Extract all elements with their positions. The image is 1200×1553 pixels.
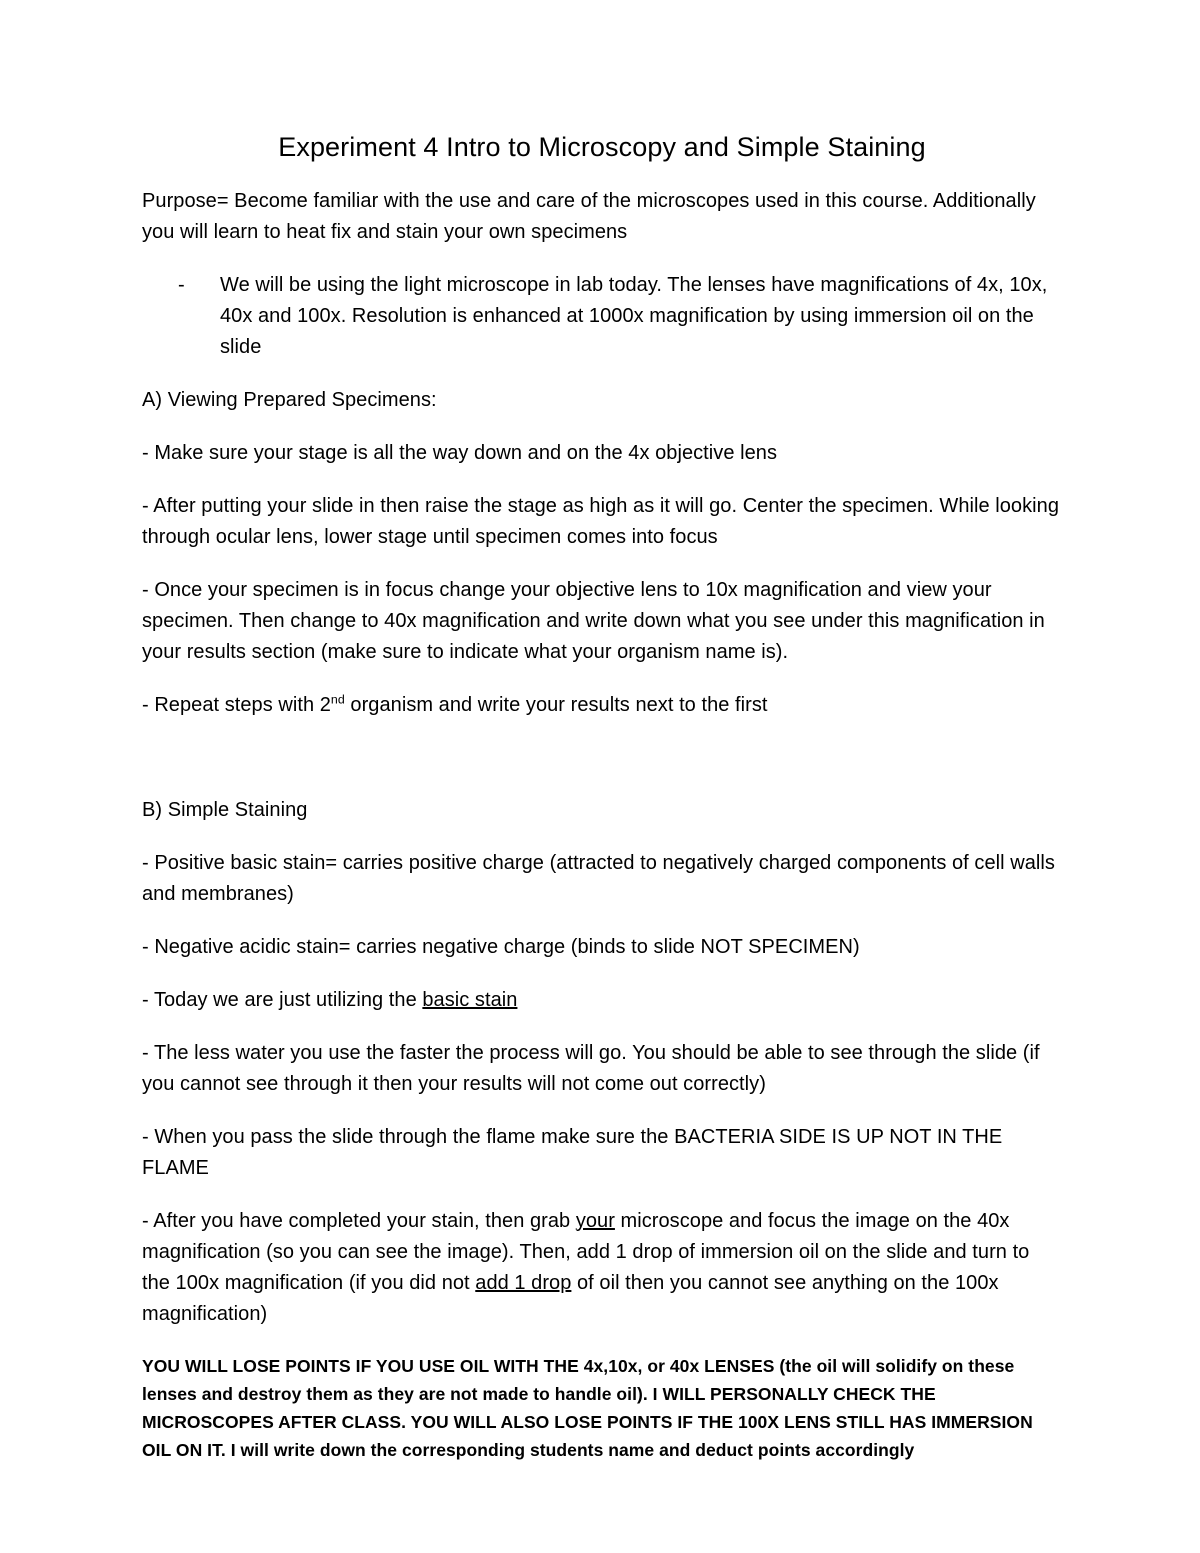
purpose-paragraph: Purpose= Become familiar with the use and care of the microscopes used in this course. Additionally you will learn to heat fix and stain your own specimens — [142, 190, 1036, 243]
today-prefix: - Today we are just utilizing the — [142, 989, 423, 1011]
section-a-item-1: - Make sure your stage is all the way down and on the 4x objective lens — [142, 442, 778, 464]
page-title: Experiment 4 Intro to Microscopy and Simple Staining — [278, 132, 926, 162]
warning-paragraph: YOU WILL LOSE POINTS IF YOU USE OIL WITH THE 4x,10x, or 40x LENSES (the oil will solidify on these lenses and destroy them as they are not made to handle oil). I WILL PERSONALLY CHECK THE MICROSCOPES AFTER CLASS. YOU WILL ALSO LOSE POINTS IF THE 100X LENS STILL HAS IMMERSION OIL ON IT. I will write down the corresponding students name and deduct points accordingly — [142, 1356, 1033, 1460]
basic-stain-underlined: basic stain — [422, 989, 518, 1011]
section-a-item-3: - Once your specimen is in focus change your objective lens to 10x magnification and view your specimen. Then change to 40x magnification and write down what you see under this magnification in your results section (make sure to indicate what your organism name is). — [142, 579, 1045, 663]
section-a-heading: A) Viewing Prepared Specimens: — [142, 389, 437, 411]
add-one-drop-underlined: add 1 drop — [475, 1272, 572, 1294]
section-b-heading: B) Simple Staining — [142, 799, 308, 821]
bullet-item-text: We will be using the light microscope in lab today. The lenses have magnifications of 4x, 10x, 40x and 100x. Resolution is enhanced at 1000x magnification by using immersion oil on the slide — [220, 274, 1048, 358]
section-a-repeat-item — [142, 690, 1062, 721]
your-underlined: your — [575, 1210, 615, 1232]
section-b-item-1: - Positive basic stain= carries positive charge (attracted to negatively charged components of cell walls and membranes) — [142, 852, 1055, 905]
section-b-item-4: - The less water you use the faster the process will go. You should be able to see through the slide (if you cannot see through it then your results will not come out correctly) — [142, 1042, 1040, 1095]
section-spacer — [142, 743, 1062, 795]
bullet-marker: - — [178, 274, 185, 296]
list-item — [142, 270, 1062, 363]
section-b-item-3 — [142, 985, 1062, 1016]
stain-part-3: of oil then you cannot see anything on the 100x magnification) — [142, 1272, 999, 1325]
section-b-item-2: - Negative acidic stain= carries negative charge (binds to slide NOT SPECIMEN) — [142, 936, 860, 958]
stain-part-2: microscope and focus the image on the 40x magnification (so you can see the image). Then, add 1 drop of immersion oil on the slide and turn to the 100x magnification (if you did not — [142, 1210, 1030, 1294]
repeat-suffix: organism and write your results next to the first — [344, 694, 768, 716]
section-b-item-6 — [142, 1206, 1062, 1330]
section-a-item-2: - After putting your slide in then raise the stage as high as it will go. Center the specimen. While looking through ocular lens, lower stage until specimen comes into focus — [142, 495, 1059, 548]
section-b-item-5: - When you pass the slide through the flame make sure the BACTERIA SIDE IS UP NOT IN THE FLAME — [142, 1126, 1003, 1179]
ordinal-superscript: nd — [330, 692, 345, 707]
stain-part-1: - After you have completed your stain, then grab — [142, 1210, 576, 1232]
repeat-prefix: - Repeat steps with 2 — [142, 694, 331, 716]
